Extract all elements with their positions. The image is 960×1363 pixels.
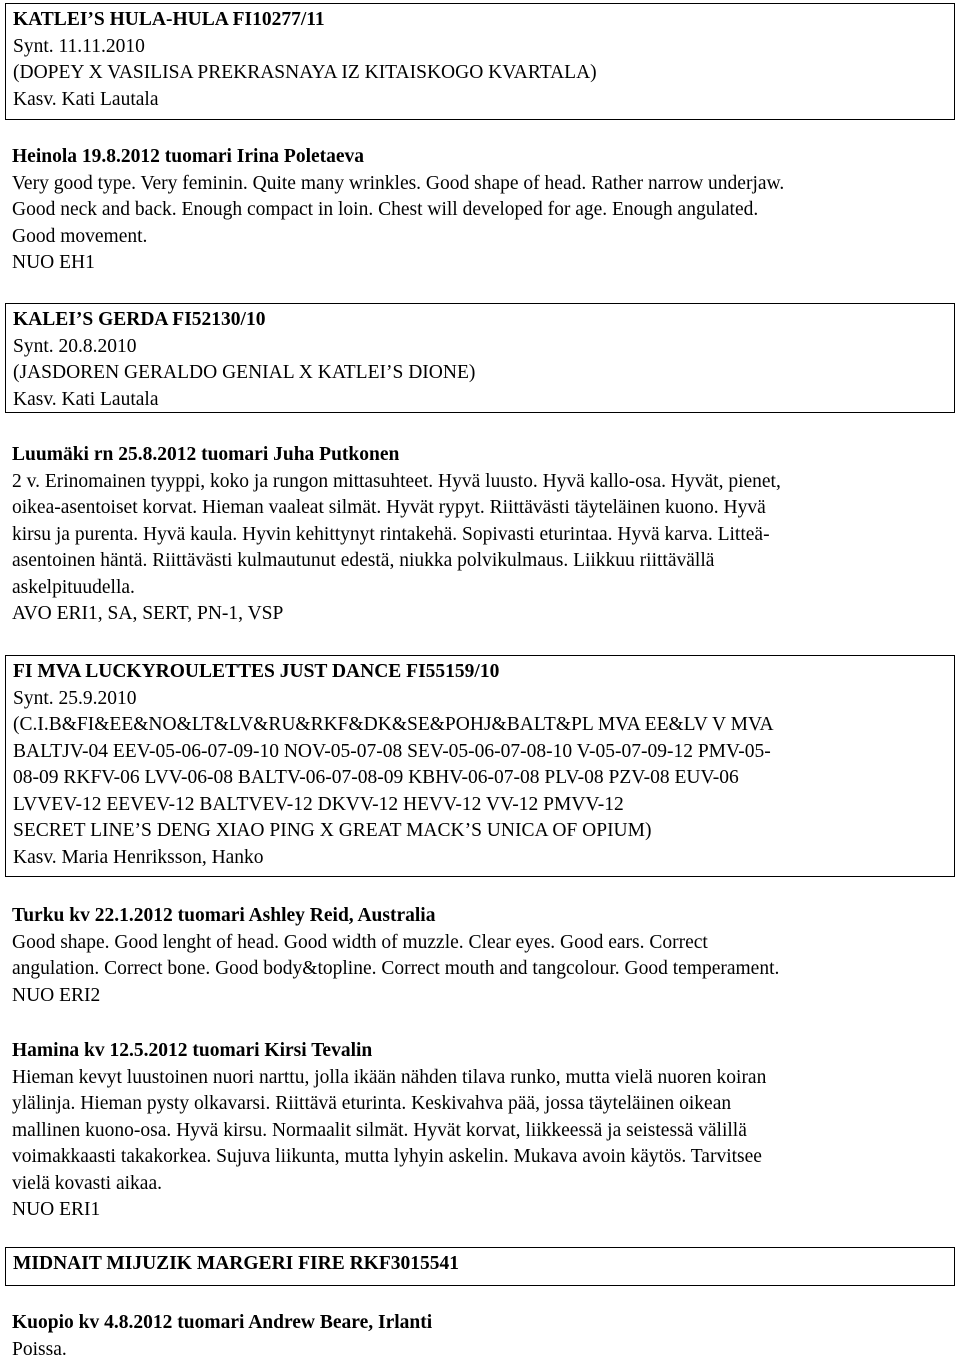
- show-result: NUO ERI1: [12, 1197, 947, 1224]
- critique-line: askelpituudella.: [12, 575, 947, 602]
- show-result: NUO EH1: [12, 250, 947, 277]
- show-entry: [12, 1038, 947, 1224]
- parents: (JASDOREN GERALDO GENIAL X KATLEI’S DIONE): [13, 360, 954, 387]
- critique-line: kirsu ja purenta. Hyvä kaula. Hyvin kehittynyt rintakehä. Sopivasti eturintaa. Hyvä karva. Litteä-: [12, 522, 947, 549]
- critique-line: vielä kovasti aikaa.: [12, 1171, 947, 1198]
- dog-header-box: [5, 3, 955, 120]
- dog-header-box: [5, 303, 955, 413]
- show-title: Turku kv 22.1.2012 tuomari Ashley Reid, Australia: [12, 903, 947, 930]
- show-title: Kuopio kv 4.8.2012 tuomari Andrew Beare, Irlanti: [12, 1310, 947, 1337]
- dog-header-box: [5, 1247, 955, 1286]
- dog-header-box: [5, 655, 955, 877]
- breeder: Kasv. Kati Lautala: [13, 387, 954, 414]
- dog-name: KATLEI’S HULA-HULA FI10277/11: [13, 7, 954, 34]
- show-title: Heinola 19.8.2012 tuomari Irina Poletaeva: [12, 144, 947, 171]
- show-entry: [12, 1310, 947, 1363]
- show-result: AVO ERI1, SA, SERT, PN-1, VSP: [12, 601, 947, 628]
- critique-line: mallinen kuono-osa. Hyvä kirsu. Normaalit silmät. Hyvät korvat, liikkeessä ja seistessä välillä: [12, 1118, 947, 1145]
- birth-date: Synt. 11.11.2010: [13, 34, 954, 61]
- parents-line: (C.I.B&FI&EE&NO&LT&LV&RU&RKF&DK&SE&POHJ&BALT&PL MVA EE&LV V MVA: [13, 712, 954, 739]
- dog-name: KALEI’S GERDA FI52130/10: [13, 307, 954, 334]
- dog-name: FI MVA LUCKYROULETTES JUST DANCE FI55159/10: [13, 659, 954, 686]
- parents: (DOPEY X VASILISA PREKRASNAYA IZ KITAISKOGO KVARTALA): [13, 60, 954, 87]
- birth-date: Synt. 20.8.2010: [13, 334, 954, 361]
- critique-line: oikea-asentoiset korvat. Hieman vaaleat silmät. Hyvät rypyt. Riittävästi täyteläinen kuono. Hyvä: [12, 495, 947, 522]
- critique-line: ylälinja. Hieman pysty olkavarsi. Riittävä eturinta. Keskivahva pää, jossa täyteläinen oikean: [12, 1091, 947, 1118]
- critique-line: Good movement.: [12, 224, 947, 251]
- critique-line: Very good type. Very feminin. Quite many wrinkles. Good shape of head. Rather narrow underjaw.: [12, 171, 947, 198]
- critique-line: Poissa.: [12, 1337, 947, 1363]
- show-title: Hamina kv 12.5.2012 tuomari Kirsi Tevalin: [12, 1038, 947, 1065]
- parents-line: LVVEV-12 EEVEV-12 BALTVEV-12 DKVV-12 HEVV-12 VV-12 PMVV-12: [13, 792, 954, 819]
- breeder: Kasv. Maria Henriksson, Hanko: [13, 845, 954, 872]
- critique-line: Hieman kevyt luustoinen nuori narttu, jolla ikään nähden tilava runko, mutta vielä nuoren koiran: [12, 1065, 947, 1092]
- show-entry: [12, 144, 947, 277]
- critique-line: angulation. Correct bone. Good body&topline. Correct mouth and tangcolour. Good temperament.: [12, 956, 947, 983]
- critique-line: voimakkaasti takakorkea. Sujuva liikunta, mutta lyhyin askelin. Mukava avoin käytös. Tarvitsee: [12, 1144, 947, 1171]
- parents-line: 08-09 RKFV-06 LVV-06-08 BALTV-06-07-08-09 KBHV-06-07-08 PLV-08 PZV-08 EUV-06: [13, 765, 954, 792]
- show-title: Luumäki rn 25.8.2012 tuomari Juha Putkonen: [12, 442, 947, 469]
- birth-date: Synt. 25.9.2010: [13, 686, 954, 713]
- show-result: NUO ERI2: [12, 983, 947, 1010]
- show-entry: [12, 903, 947, 1009]
- critique-line: asentoinen häntä. Riittävästi kulmautunut edestä, niukka polvikulmaus. Liikkuu riittävällä: [12, 548, 947, 575]
- critique-line: Good neck and back. Enough compact in loin. Chest will developed for age. Enough angulated.: [12, 197, 947, 224]
- show-entry: [12, 442, 947, 628]
- dog-name: MIDNAIT MIJUZIK MARGERI FIRE RKF3015541: [13, 1251, 954, 1278]
- critique-line: Good shape. Good lenght of head. Good width of muzzle. Clear eyes. Good ears. Correct: [12, 930, 947, 957]
- parents-line: BALTJV-04 EEV-05-06-07-09-10 NOV-05-07-08 SEV-05-06-07-08-10 V-05-07-09-12 PMV-05-: [13, 739, 954, 766]
- critique-line: 2 v. Erinomainen tyyppi, koko ja rungon mittasuhteet. Hyvä luusto. Hyvä kallo-osa. Hyvät, pienet,: [12, 469, 947, 496]
- breeder: Kasv. Kati Lautala: [13, 87, 954, 114]
- parents-line: SECRET LINE’S DENG XIAO PING X GREAT MACK’S UNICA OF OPIUM): [13, 818, 954, 845]
